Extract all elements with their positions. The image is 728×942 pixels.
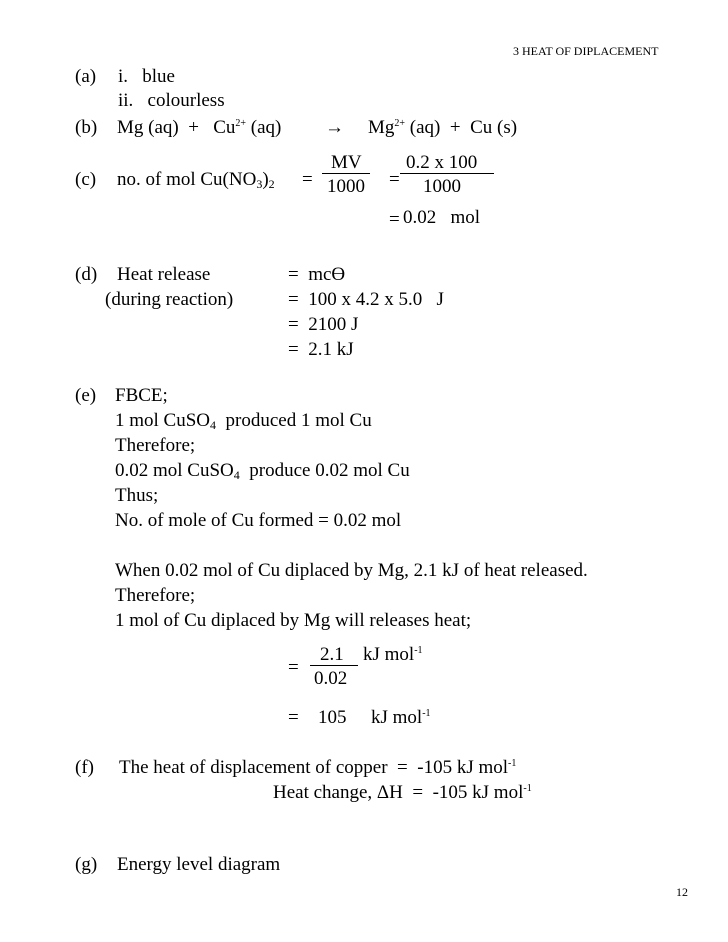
label-f: (f) [75,757,94,778]
e-result-value: 105 [318,707,347,728]
label-e: (e) [75,385,97,406]
label-g: (g) [75,854,98,875]
e-line-6: When 0.02 mol of Cu diplaced by Mg, 2.1 kJ of heat released. [115,560,588,581]
equals-3: = [389,209,400,230]
fraction-mv-numerator: MV [331,152,362,173]
paren: ) [262,169,269,190]
result-unit-text: kJ mol [371,707,423,728]
mol-formula-text [117,169,275,191]
e-fraction-numerator: 2.1 [320,644,344,665]
f-line-2-text: Heat change, ΔH = -105 kJ mol [273,782,524,803]
f-line-1 [119,757,516,779]
products-b [368,117,517,139]
label-c: (c) [75,169,97,190]
fraction-numerator: 0.2 x 100 [406,152,478,173]
f-line-2-superscript: -1 [523,783,532,794]
e-line-1-start: 1 mol CuSO [115,410,211,431]
e-line-4: Thus; [115,485,159,506]
e-line-3 [115,460,410,482]
sulfate-subscript-1: 4 [210,418,217,432]
equals-1: = [302,169,313,190]
mol-text: no. of mol Cu(NO [117,169,257,190]
e-line-1 [115,410,372,432]
cu-state: (aq) [246,117,282,138]
calc-line-3: = 2100 J [288,314,359,335]
e-fraction-equals: = [288,657,299,678]
formula-subscript: 2 [268,177,275,191]
e-fraction-unit [363,644,423,666]
during-reaction-label: (during reaction) [105,289,234,310]
f-line-2 [273,782,532,804]
sulfate-subscript-2: 4 [233,468,240,482]
fraction-mv-denominator: 1000 [327,176,365,197]
fbce-label: FBCE; [115,385,168,406]
page-header-title: 3 HEAT OF DIPLACEMENT [513,44,659,58]
mol-result: 0.02 mol [403,207,481,228]
f-line-1-superscript: -1 [508,758,517,769]
e-line-1-end: produced 1 mol Cu [216,410,372,431]
calc-line-1: = mcϴ [288,264,346,285]
f-line-1-text: The heat of displacement of copper = -105 kJ mol [119,757,509,778]
label-a: (a) [75,66,97,87]
mg-ion-text: Mg [368,117,395,138]
calc-line-2: = 100 x 4.2 x 5.0 J [288,289,444,310]
e-fraction-line [310,665,358,666]
page-number: 12 [676,885,688,899]
reactants-text: Mg (aq) + Cu [117,117,236,138]
e-line-3-start: 0.02 mol CuSO [115,460,234,481]
unit-text: kJ mol [363,644,415,665]
reaction-arrow: → [325,117,344,138]
e-result-equals: = [288,707,299,728]
heat-release-label: Heat release [117,264,211,285]
result-unit-superscript: -1 [422,708,431,719]
energy-level-diagram-heading: Energy level diagram [117,854,281,875]
answer-a-ii: ii. colourless [118,90,225,111]
e-line-2: Therefore; [115,435,196,456]
calc-line-4: = 2.1 kJ [288,339,354,360]
e-result-unit [371,707,431,729]
equals-2: = [389,169,400,190]
label-d: (d) [75,264,98,285]
fraction-denominator: 1000 [423,176,461,197]
fraction-mv-line [322,173,370,174]
e-line-7: Therefore; [115,585,196,606]
nitrate-subscript: 3 [256,177,263,191]
products-text: (aq) + Cu (s) [405,117,518,138]
charge-mg: 2+ [394,118,406,129]
equation-b [117,117,281,139]
label-b: (b) [75,117,98,138]
answer-a-i: i. blue [118,66,175,87]
e-line-8: 1 mol of Cu diplaced by Mg will releases heat; [115,610,472,631]
e-line-3-end: produce 0.02 mol Cu [239,460,410,481]
charge-cu: 2+ [235,118,247,129]
unit-superscript: -1 [414,645,423,656]
e-line-5: No. of mole of Cu formed = 0.02 mol [115,510,402,531]
fraction-line [400,173,494,174]
e-fraction-denominator: 0.02 [314,668,348,689]
